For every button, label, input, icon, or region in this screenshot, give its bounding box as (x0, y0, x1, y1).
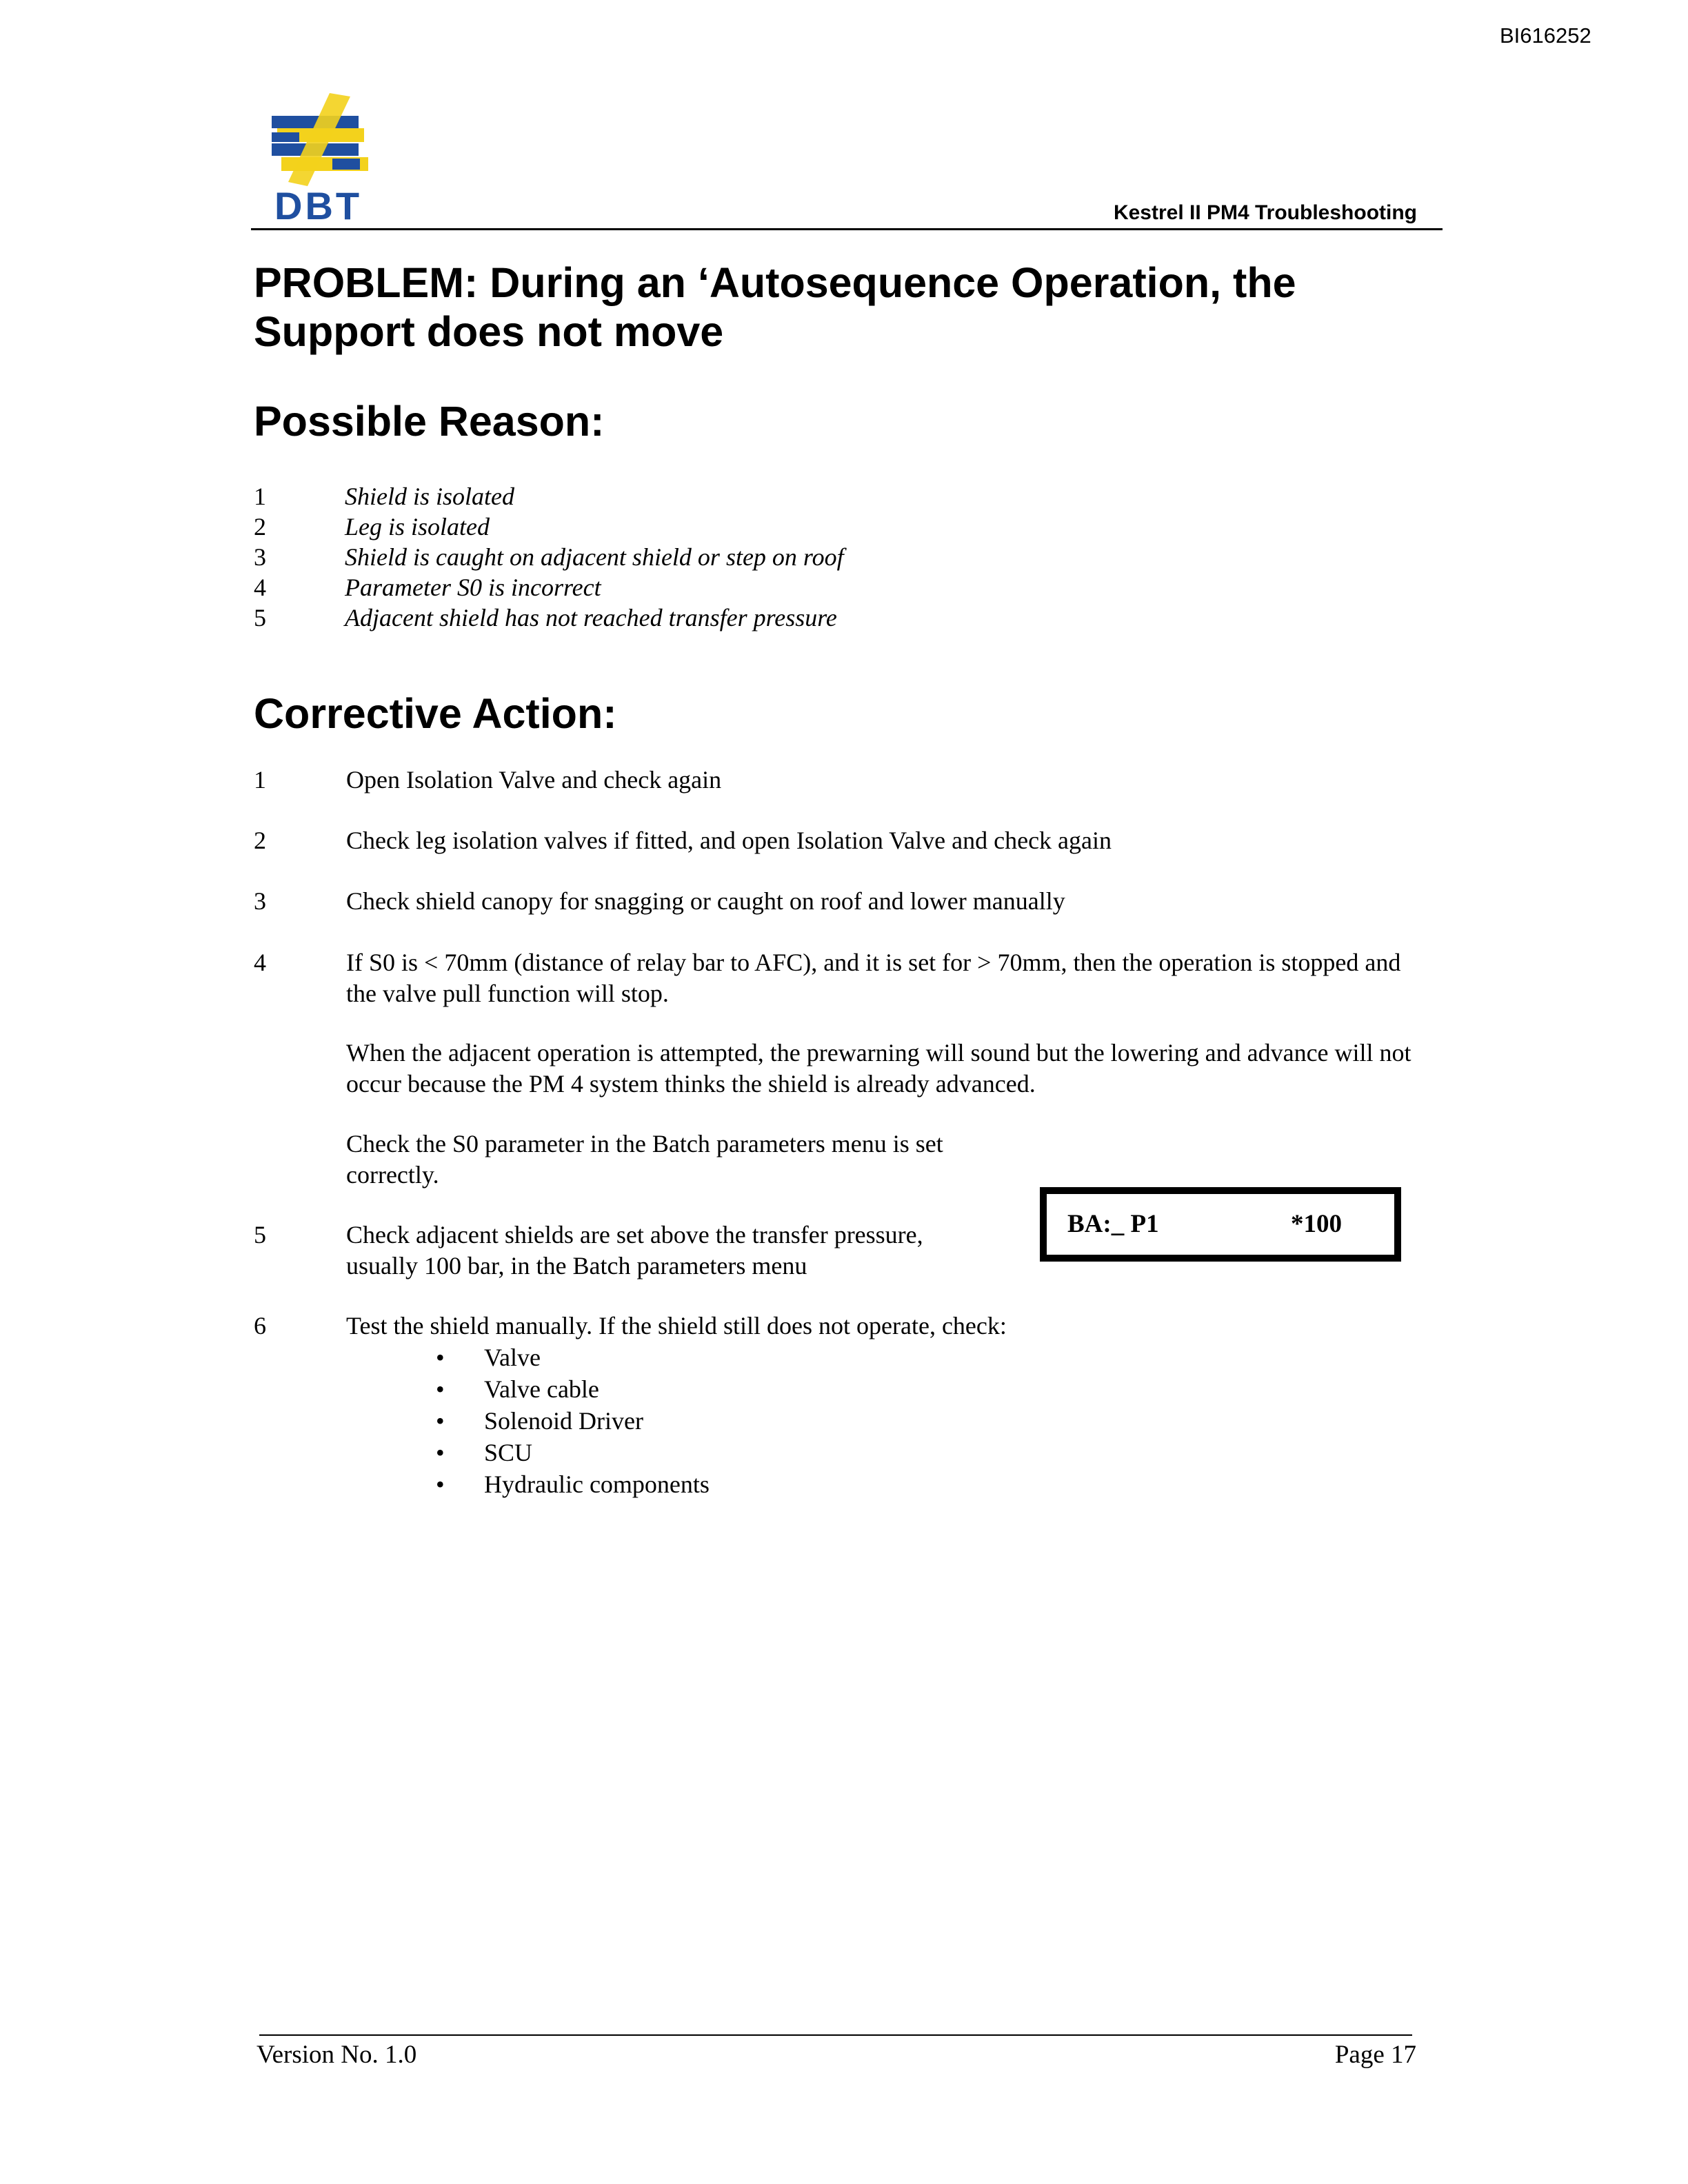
problem-title: PROBLEM: During an ‘Autosequence Operation, the Support does not move (254, 259, 1296, 355)
action-number: 6 (254, 1312, 266, 1339)
parameter-value: *100 (1291, 1210, 1342, 1238)
reason-text: Shield is isolated (345, 483, 514, 510)
reason-number: 3 (254, 543, 266, 571)
reason-text: Adjacent shield has not reached transfer pressure (345, 604, 837, 631)
reason-number: 1 (254, 483, 266, 510)
footer-page-number: Page 17 (1334, 2041, 1416, 2069)
action-text: Check adjacent shields are set above the transfer pressure, usually 100 bar, in the Batch parameters menu (346, 1221, 923, 1280)
reason-text: Shield is caught on adjacent shield or step on roof (345, 543, 844, 571)
action-number: 1 (254, 766, 266, 793)
action-number: 3 (254, 887, 266, 915)
reason-text: Leg is isolated (345, 513, 490, 540)
footer-version: Version No. 1.0 (257, 2041, 417, 2069)
header-divider (251, 228, 1443, 230)
check-item: Solenoid Driver (484, 1407, 643, 1435)
action-text: If S0 is < 70mm (distance of relay bar to AFC), and it is set for > 70mm, then the operation is stopped and the valve pull function will stop. (346, 949, 1401, 1007)
bullet-icon: • (436, 1470, 445, 1498)
parameter-display-box (1040, 1187, 1401, 1262)
dbt-logo (268, 90, 376, 228)
check-item: Hydraulic components (484, 1470, 710, 1498)
corrective-action-heading: Corrective Action: (254, 690, 617, 737)
bullet-icon: • (436, 1344, 445, 1371)
parameter-code: BA:_ P1 (1067, 1210, 1159, 1238)
reason-number: 2 (254, 513, 266, 540)
action-number: 4 (254, 949, 266, 976)
action-text: Check leg isolation valves if fitted, and open Isolation Valve and check again (346, 827, 1112, 854)
document-id: BI616252 (1500, 23, 1591, 48)
action-text: Check shield canopy for snagging or caught on roof and lower manually (346, 887, 1065, 915)
check-item: SCU (484, 1439, 533, 1466)
check-item: Valve (484, 1344, 541, 1371)
logo-text: DBT (274, 184, 363, 228)
footer-divider (259, 2034, 1412, 2036)
action-paragraph: Check the S0 parameter in the Batch parameters menu is set correctly. (346, 1130, 943, 1189)
action-text: Test the shield manually. If the shield still does not operate, check: (346, 1312, 1007, 1339)
bullet-icon: • (436, 1439, 445, 1466)
action-paragraph: When the adjacent operation is attempted, the prewarning will sound but the lowering and advance will not occur because the PM 4 system thinks the shield is already advanced. (346, 1039, 1411, 1098)
check-item: Valve cable (484, 1375, 599, 1403)
possible-reason-heading: Possible Reason: (254, 398, 605, 445)
reason-number: 4 (254, 574, 266, 601)
reason-number: 5 (254, 604, 266, 631)
action-number: 2 (254, 827, 266, 854)
header-title: Kestrel II PM4 Troubleshooting (1113, 201, 1417, 224)
action-number: 5 (254, 1221, 266, 1248)
bullet-icon: • (436, 1407, 445, 1435)
action-text: Open Isolation Valve and check again (346, 766, 722, 793)
bullet-icon: • (436, 1375, 445, 1403)
reason-text: Parameter S0 is incorrect (345, 574, 601, 601)
